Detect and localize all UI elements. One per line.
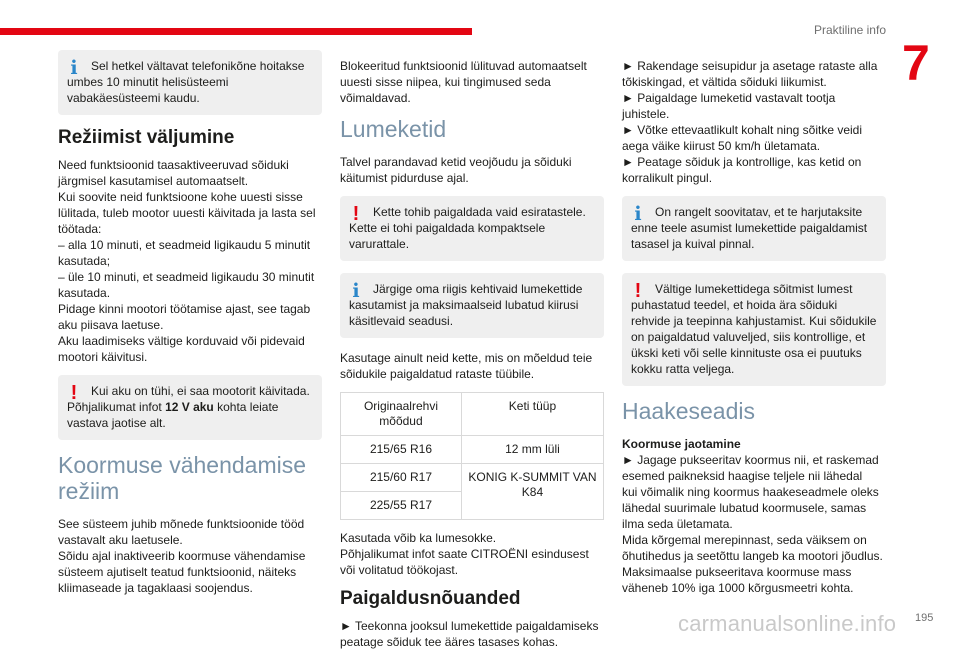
heading-load-reduction: Koormuse vähendamise režiim (58, 452, 307, 504)
warning-box-chains (340, 196, 604, 261)
watermark-text: carmanualsonline.info (678, 611, 897, 636)
table-header-cell: Originaalrehvi mõõdud (341, 393, 462, 436)
info-box-practice (622, 196, 886, 261)
heading-snow-chains: Lumeketid (340, 116, 447, 142)
header-accent-bar (0, 28, 472, 35)
load-paragraph: See süsteem juhib mõnede funktsioonide tööd vastavalt aku laetusele. Sõidu ajal inaktiveerib koormuse vähendamise süsteem ajutiselt teatud funktsioonid, näiteks kliimaseade ja tagaklaasi soojendus. (58, 517, 306, 595)
chains-paragraph: Talvel parandavad ketid veojõudu ja sõiduki käitumist pidurduse ajal. (340, 155, 572, 185)
info-text: On rangelt soovitatav, et te harjutaksite enne teele asumist lumekettide paigaldamist tasasel ja kuival pinnal. (631, 205, 868, 251)
tow-subheading: Koormuse jaotamine (622, 437, 741, 451)
section-title: Praktiline info (813, 23, 886, 37)
page-number: 195 (915, 612, 934, 624)
heading-exit-mode: Režiimist väljumine (58, 127, 235, 148)
info-text: Sel hetkel vältavat telefonikõne hoitakse umbes 10 minutit helisüsteemi vabakäesüsteemi kaudu. (67, 59, 305, 105)
column-2 (340, 50, 604, 660)
warning-text: Vältige lumekettidega sõitmist lumest puhastatud teedel, et hoida ära sõiduki rehvide ja teepinna kahjustamist. Kui sõidukile on paigaldatud valuveljed, siis kontrollige, et ükski keti või selle kinnituste osa ei puutuks kokku ratta veljega. (631, 282, 877, 376)
info-icon: i (634, 203, 642, 225)
warning-box-battery (58, 375, 322, 440)
tow-paragraph: ► Jagage pukseeritav koormus nii, et raskemad esemed paikneksid haagise teljele nii lähedal kui võimalik ning koormus haakeseadmele oleks lähedal suurimale lubatud koormusele, samas ilma seda ületamata. Mida kõrgemal merepinnast, seda väiksem on õhutihedus ja seetõttu langeb ka mootori jõudlus. Maksimaalse pukseeritava koormuse mass väheneb 10% iga 1000 kõrgusmeetri kohta. (622, 453, 883, 595)
table-cell: KONIG K-SUMMIT VAN K84 (461, 464, 603, 520)
table-cell: 215/65 R16 (341, 436, 462, 464)
warning-text: Kette tohib paigaldada vaid esiratastele. Kette ei tohi paigaldada kompaktsele varurattale. (349, 205, 586, 251)
heading-towbar: Haakeseadis (622, 398, 755, 424)
column-1 (58, 50, 322, 606)
warning-icon: ! (352, 203, 360, 225)
heading-install-advice: Paigaldusnõuanded (340, 588, 521, 609)
steps-paragraph: ► Rakendage seisupidur ja asetage rataste alla tõkiskingad, et vältida sõiduki liikumist. ► Paigaldage lumeketid vastavalt tootja juhistele. ► Võtke ettevaatlikult kohalt ning sõitke veidi aega väike kiirust 50 km/h ületamata. ► Peatage sõiduk ja kontrollige, kas ketid on korralikult pingul. (622, 59, 878, 185)
use-paragraph: Kasutage ainult neid kette, mis on mõeldud teie sõidukile paigaldatud rataste tüübile. (340, 351, 593, 381)
warning-icon: ! (70, 382, 78, 404)
info-box-phone (58, 50, 322, 115)
table-cell: 12 mm lüli (461, 436, 603, 464)
tyre-chain-table (340, 392, 604, 520)
intro-paragraph: Blokeeritud funktsioonid lülituvad automaatselt uuesti sisse niipea, kui tingimused seda võimaldavad. (340, 59, 587, 105)
foam-paragraph: Kasutada võib ka lumesokke. Põhjalikumat infot saate CITROËNI esindusest või volitatud töökojast. (340, 531, 589, 577)
warning-box-cleared-roads (622, 273, 886, 386)
table-header-cell: Keti tüüp (461, 393, 603, 436)
table-cell: 225/55 R17 (341, 492, 462, 520)
table-cell: 215/60 R17 (341, 464, 462, 492)
info-box-law (340, 273, 604, 338)
exit-paragraph: Need funktsioonid taasaktiveeruvad sõiduki järgmisel kasutamisel automaatselt. Kui soovite neid funktsioone kohe uuesti sisse lülitada, tuleb mootor uuesti käivitada ja lasta sel töötada: – alla 10 minuti, et seadmeid ligikaudu 5 minutit kasutada; – üle 10 minuti, et seadmeid ligikaudu 30 minutit kasutada. Pidage kinni mootori töötamise ajast, see tagab aku piisava laetuse. Aku laadimiseks vältige korduvaid või pidevaid mootori käivitusi. (58, 158, 316, 364)
column-3 (622, 50, 886, 606)
install-paragraph: ► Teekonna jooksul lumekettide paigaldamiseks peatage sõiduk tee ääres tasases kohas. (340, 619, 599, 649)
table-row (341, 464, 604, 492)
info-icon: i (70, 57, 78, 79)
table-row (341, 436, 604, 464)
info-text: Järgige oma riigis kehtivaid lumekettide kasutamist ja maksimaalseid lubatud kiirusi käsitlevaid seadusi. (349, 282, 583, 328)
table-header-row (341, 393, 604, 436)
warning-icon: ! (634, 280, 642, 302)
chapter-number: 7 (902, 35, 930, 91)
info-icon: i (352, 280, 360, 302)
warning-text: Kui aku on tühi, ei saa mootorit käivitada. Põhjalikumat infot 12 V aku kohta leiate vastava jaotise alt. (67, 384, 310, 430)
